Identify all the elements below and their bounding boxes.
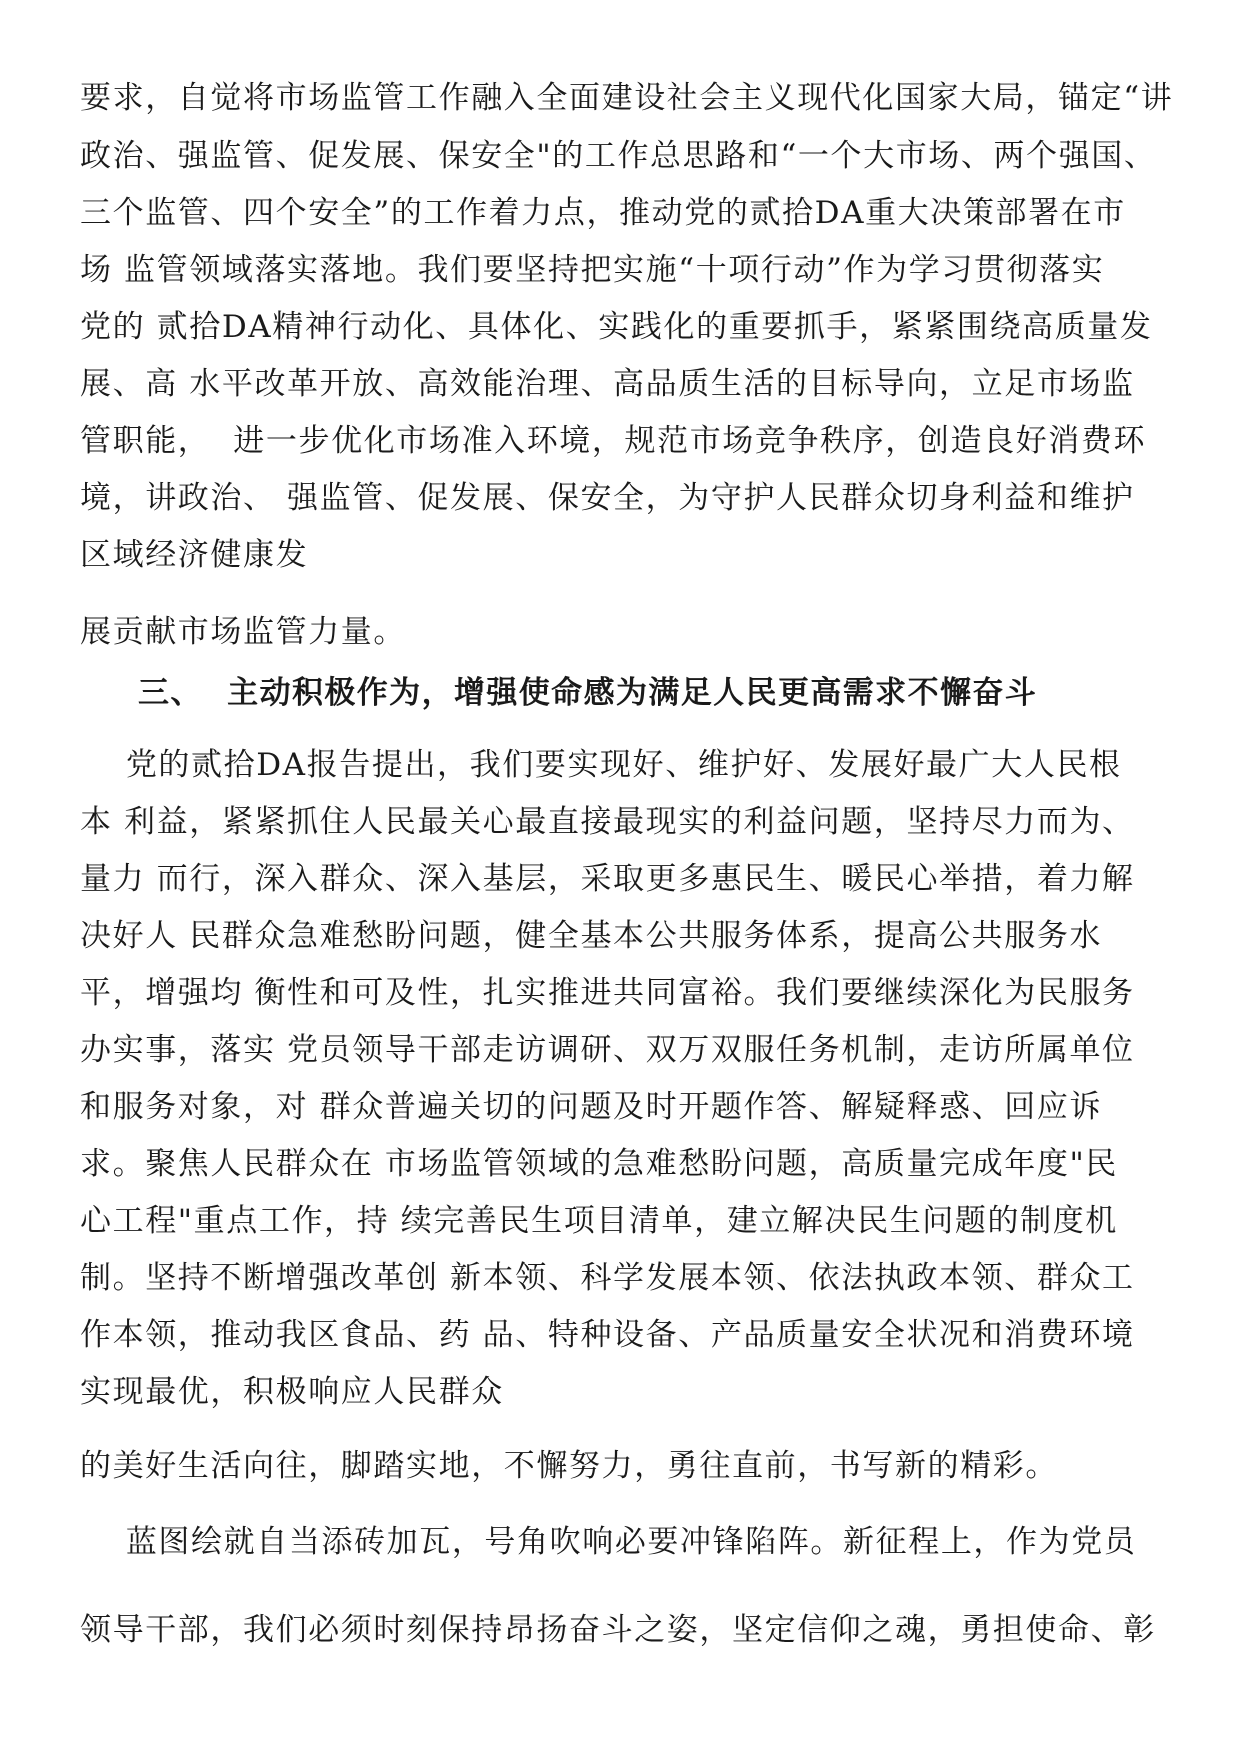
paragraph-1-line-5: 党的 贰拾DA精神行动化、具体化、实践化的重要抓手，紧紧围绕高质量发: [80, 309, 1153, 345]
paragraph-2-line-9: 心工程"重点工作，持 续完善民生项目清单，建立解决民生问题的制度机: [80, 1203, 1118, 1239]
paragraph-1-line-9: 区域经济健康发: [80, 537, 309, 573]
paragraph-1-line-1: 要求，自觉将市场监管工作融入全面建设社会主义现代化国家大局，锚定“讲: [80, 80, 1174, 116]
paragraph-1-line-2: 政治、强监管、促发展、保安全"的工作总思路和“一个大市场、两个强国、: [80, 138, 1157, 174]
paragraph-1-line-10: 展贡献市场监管力量。: [80, 614, 406, 650]
section-3-heading: 三、 主动积极作为，增强使命感为满足人民更高需求不懈奋斗: [138, 675, 1038, 711]
paragraph-2-line-1: 党的贰拾DA报告提出，我们要实现好、维护好、发展好最广大人民根: [80, 747, 1122, 783]
paragraph-2-line-11: 作本领，推动我区食品、药 品、特种设备、产品质量安全状况和消费环境: [80, 1317, 1135, 1353]
paragraph-2-line-6: 办实事，落实 党员领导干部走访调研、双万双服任务机制，走访所属单位: [80, 1032, 1135, 1068]
paragraph-2-line-4: 决好人 民群众急难愁盼问题，健全基本公共服务体系，提高公共服务水: [80, 918, 1103, 954]
paragraph-2-line-8: 求。聚焦人民群众在 市场监管领域的急难愁盼问题，高质量完成年度"民: [80, 1146, 1118, 1182]
paragraph-2-line-2: 本 利益，紧紧抓住人民最关心最直接最现实的利益问题，坚持尽力而为、: [80, 804, 1135, 840]
paragraph-2-line-10: 制。坚持不断增强改革创 新本领、科学发展本领、依法执政本领、群众工: [80, 1260, 1135, 1296]
paragraph-1-line-4: 场 监管领域落实落地。我们要坚持把实施“十项行动”作为学习贯彻落实: [80, 252, 1105, 288]
paragraph-1-line-8: 境，讲政治、 强监管、促发展、保安全，为守护人民群众切身利益和维护: [80, 480, 1135, 516]
paragraph-1-line-7: 管职能， 进一步优化市场准入环境，规范市场竞争秩序，创造良好消费环: [80, 423, 1147, 459]
paragraph-2-line-5: 平，增强均 衡性和可及性，扎实推进共同富裕。我们要继续深化为民服务: [80, 975, 1135, 1011]
paragraph-2-line-7: 和服务对象，对 群众普遍关切的问题及时开题作答、解疑释惑、回应诉: [80, 1089, 1103, 1125]
paragraph-2-line-12: 实现最优，积极响应人民群众: [80, 1374, 504, 1410]
paragraph-2-line-3: 量力 而行，深入群众、深入基层，采取更多惠民生、暖民心举措，着力解: [80, 861, 1135, 897]
paragraph-1-line-6: 展、高 水平改革开放、高效能治理、高品质生活的目标导向，立足市场监: [80, 366, 1135, 402]
paragraph-1-line-3: 三个监管、四个安全”的工作着力点，推动党的贰拾DA重大决策部署在市: [80, 195, 1126, 231]
paragraph-3-line-1: 蓝图绘就自当添砖加瓦，号角吹响必要冲锋陷阵。新征程上，作为党员: [80, 1524, 1137, 1560]
paragraph-3-line-2: 领导干部，我们必须时刻保持昂扬奋斗之姿，坚定信仰之魂，勇担使命、彰: [80, 1612, 1156, 1648]
paragraph-2-line-13: 的美好生活向往，脚踏实地，不懈努力，勇往直前，书写新的精彩。: [80, 1448, 1058, 1484]
